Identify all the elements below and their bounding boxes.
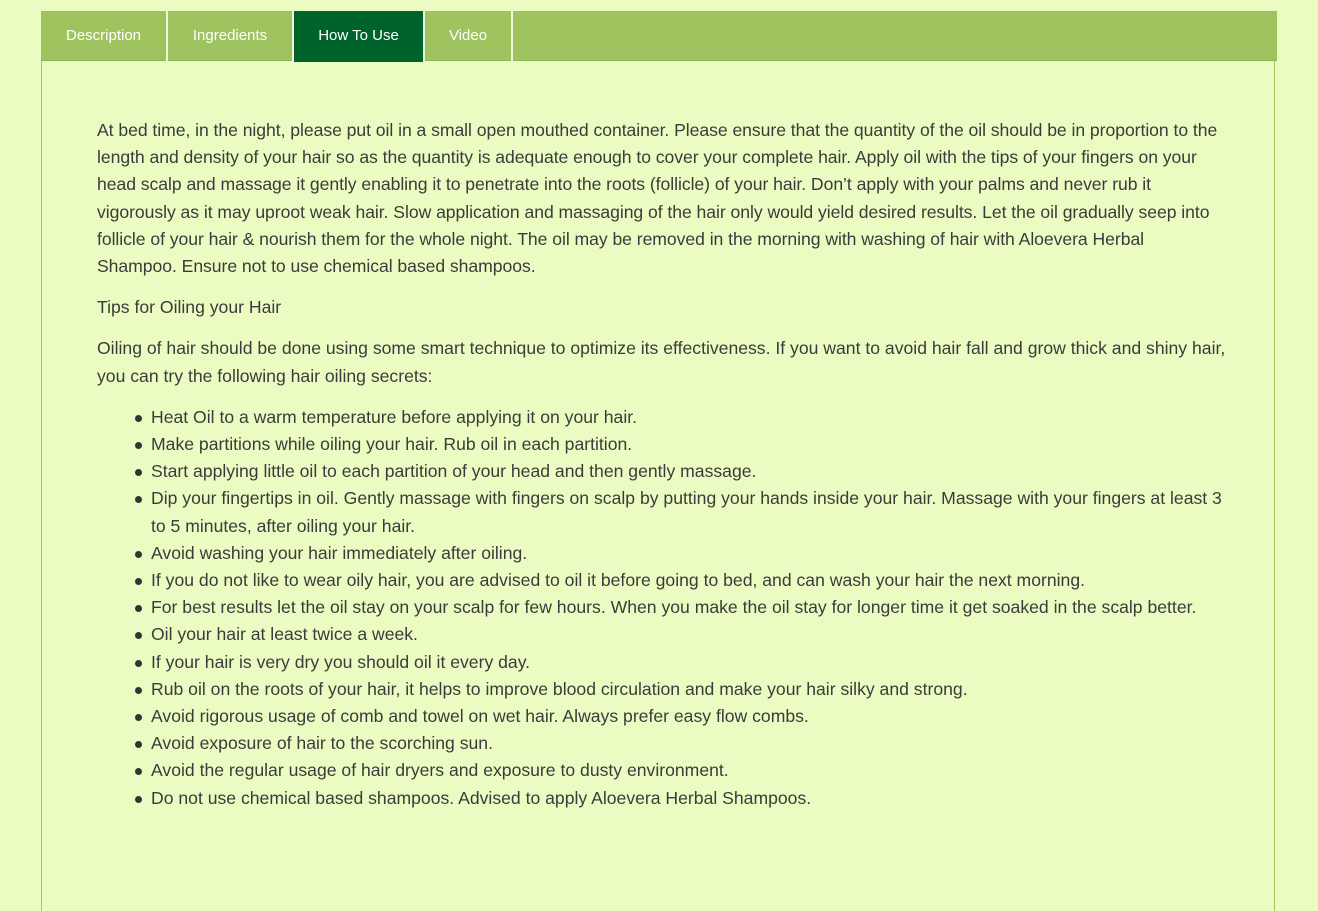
list-item: Make partitions while oiling your hair. Rub oil in each partition. [151,431,1227,458]
list-item: If you do not like to wear oily hair, you are advised to oil it before going to bed, and can wash your hair the next morning. [151,567,1227,594]
how-to-use-content [97,117,1227,812]
list-item: If your hair is very dry you should oil it every day. [151,649,1227,676]
list-item: Dip your fingertips in oil. Gently massage with fingers on scalp by putting your hands inside your hair. Massage with your fingers at least 3 to 5 minutes, after oiling your hair. [151,485,1227,539]
list-item: Avoid the regular usage of hair dryers and exposure to dusty environment. [151,757,1227,784]
list-item: Oil your hair at least twice a week. [151,621,1227,648]
list-item: Start applying little oil to each partition of your head and then gently massage. [151,458,1227,485]
tips-heading: Tips for Oiling your Hair [97,297,282,318]
list-item: For best results let the oil stay on your scalp for few hours. When you make the oil stay for longer time it get soaked in the scalp better. [151,594,1227,621]
list-item: Heat Oil to a warm temperature before applying it on your hair. [151,404,1227,431]
list-item: Avoid washing your hair immediately after oiling. [151,540,1227,567]
tab-description[interactable]: Description [41,11,168,61]
tips-intro: Oiling of hair should be done using some smart technique to optimize its effectiveness. If you want to avoid hair fall and grow thick and shiny hair, you can try the following hair oiling secrets: [97,338,1226,386]
list-item: Avoid rigorous usage of comb and towel on wet hair. Always prefer easy flow combs. [151,703,1227,730]
usage-instructions: At bed time, in the night, please put oil in a small open mouthed container. Please ensure that the quantity of the oil should be in proportion to the length and density of your hair so as the quantity is adequate enough to cover your complete hair. Apply oil with the tips of your fingers on your head scalp and massage it gently enabling it to penetrate into the roots (follicle) of your hair. Don’t apply with your palms and never rub it vigorously as it may uproot weak hair. Slow application and massaging of the hair only would yield desired results. Let the oil gradually seep into follicle of your hair & nourish them for the whole night. The oil may be removed in the morning with washing of hair with Aloevera Herbal Shampoo. Ensure not to use chemical based shampoos. [97,120,1218,277]
list-item: Do not use chemical based shampoos. Advised to apply Aloevera Herbal Shampoos. [151,785,1227,812]
list-item: Avoid exposure of hair to the scorching sun. [151,730,1227,757]
tips-list [97,404,1227,812]
list-item: Rub oil on the roots of your hair, it helps to improve blood circulation and make your hair silky and strong. [151,676,1227,703]
product-tabs [41,11,1277,61]
tab-video[interactable]: Video [425,11,513,61]
tab-ingredients[interactable]: Ingredients [168,11,294,61]
tab-how-to-use[interactable]: How To Use [294,11,425,62]
